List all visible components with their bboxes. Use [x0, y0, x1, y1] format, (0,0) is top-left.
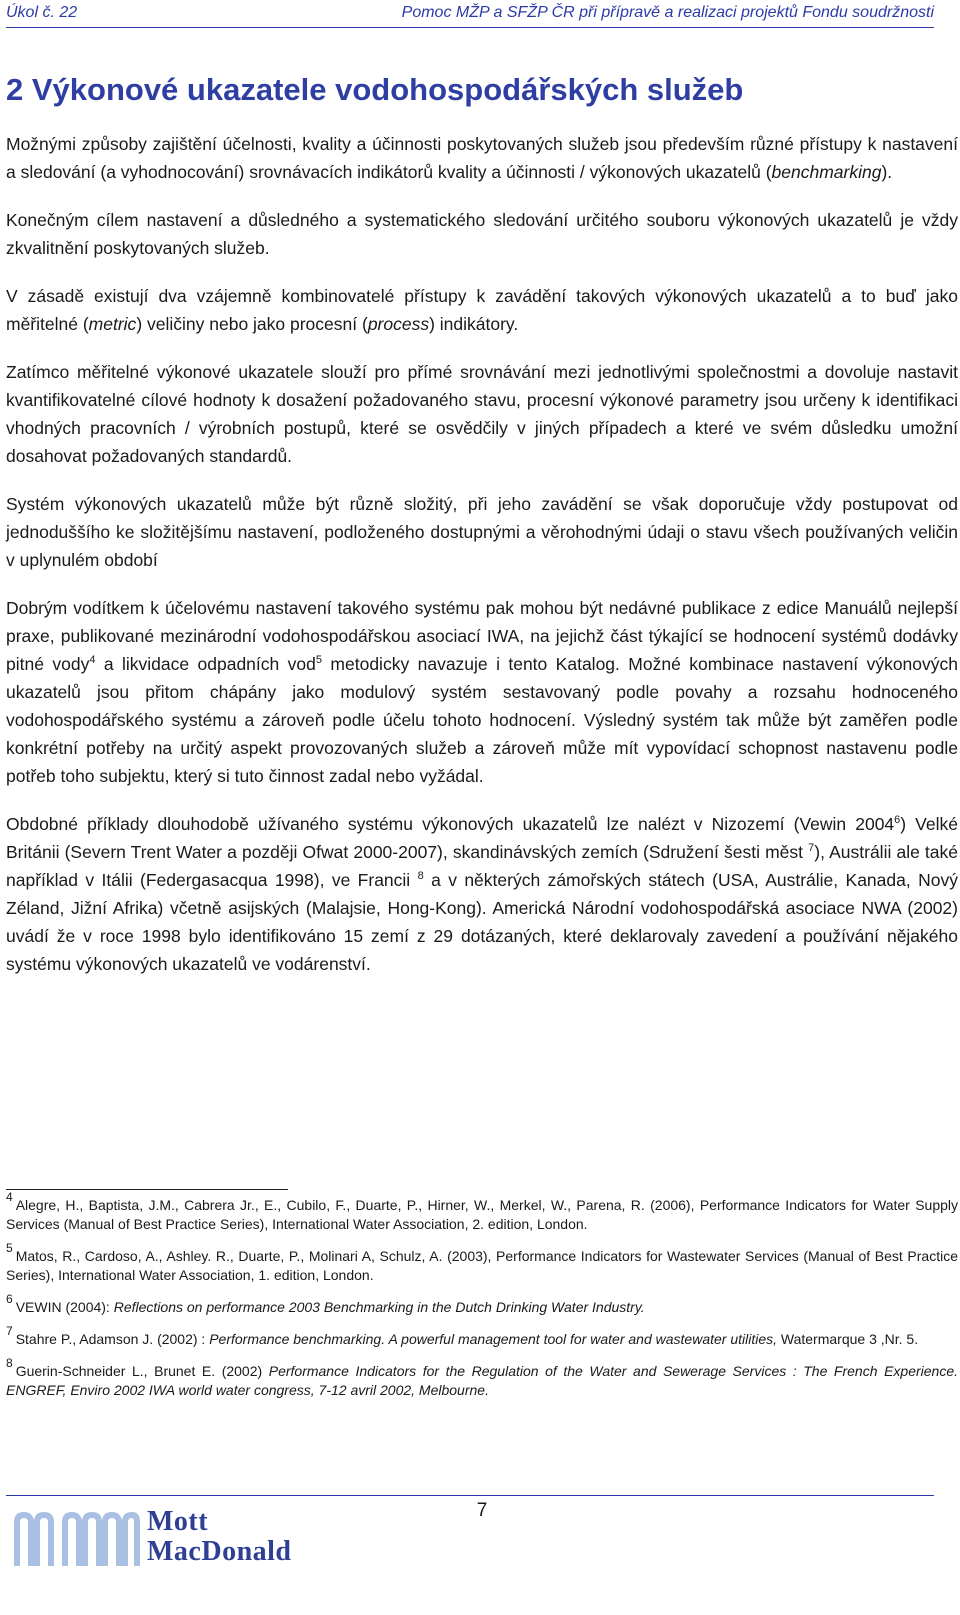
header-rule — [6, 27, 934, 28]
paragraph-1: Možnými způsoby zajištění účelnosti, kvality a účinnosti poskytovaných služeb jsou především různé přístupy k nastavení a sledování (a vyhodnocování) srovnávacích indikátorů kvality a účinnosti / výkonových ukazatelů (benchmarking). — [6, 134, 958, 182]
paragraph-5: Systém výkonových ukazatelů může být různě složitý, při jeho zavádění se však doporučuje vždy postupovat od jednoduššího ke složitějšímu nastavení, podloženého dostupnými a věrohodnými údaji o stavu všech používaných veličin v uplynulém období — [6, 494, 958, 570]
footnote-separator — [6, 1189, 288, 1190]
footnote-5: $^5$ Matos, R., Cardoso, A., Ashley. R., Duarte, P., Molinari A, Schulz, A. (2003), Performance Indicators for Wastewater Services (Manual of Best Practice Series), International Water Association, 1. edition, London. — [6, 1241, 958, 1283]
header-task-label: Úkol č. 22 — [6, 4, 78, 21]
page-header — [6, 2, 934, 28]
footnote-6: $^6$ VEWIN (2004): Reflections on performance 2003 Benchmarking in the Dutch Drinking Water Industry. — [6, 1292, 645, 1315]
footnote-8: $^8$ Guerin-Schneider L., Brunet E. (2002) Performance Indicators for the Regulation of the Water and Sewerage Services : The French Experience. ENGREF, Enviro 2002 IWA world water congress, 7-12 avril 2002, Melbourne. — [6, 1356, 958, 1398]
paragraph-4: Zatímco měřitelné výkonové ukazatele slouží pro přímé srovnávání mezi jednotlivými společnostmi a dovoluje nastavit kvantifikovatelné cílové hodnoty k dosažení požadovaného stavu, procesní výkonové parametry jsou určeny k identifikaci vhodných pracovních / výrobních postupů, které se osvědčily v jiných případech a které ve svém důsledku umožní dosahovat požadovaných standardů. — [6, 362, 958, 466]
footnotes — [6, 1190, 958, 1413]
footer-rule — [6, 1495, 934, 1496]
mott-macdonald-logo — [12, 1508, 312, 1568]
logo-text-macdonald: MacDonald — [147, 1536, 292, 1567]
page-number: 7 — [476, 1500, 488, 1521]
section-heading: 2 Výkonové ukazatele vodohospodářských služeb — [6, 72, 744, 107]
body-text — [6, 130, 958, 998]
footnote-ref-6[interactable]: 6 — [894, 814, 901, 826]
header-project-title: Pomoc MŽP a SFŽP ČR při přípravě a realizaci projektů Fondu soudržnosti — [401, 4, 934, 21]
footnote-ref-4[interactable]: 4 — [89, 654, 96, 666]
footnote-ref-7[interactable]: 7 — [808, 842, 815, 854]
footnote-4: $^4$ Alegre, H., Baptista, J.M., Cabrera Jr., E., Cubilo, F., Duarte, P., Hirner, W., Merkel, W., Parena, R. (2006), Performance Indicators for Water Supply Services (Manual of Best Practice Series), International Water Association, 2. edition, London. — [6, 1190, 958, 1232]
footnote-7: $^7$ Stahre P., Adamson J. (2002) : Performance benchmarking. A powerful management tool for water and wastewater utilities, Watermarque 3 ,Nr. 5. — [6, 1324, 919, 1347]
footnote-ref-5[interactable]: 5 — [315, 654, 323, 666]
paragraph-2: Konečným cílem nastavení a důsledného a systematického sledování určitého souboru výkonových ukazatelů je vždy zkvalitnění poskytovaných služeb. — [6, 210, 958, 258]
footnote-ref-8[interactable]: 8 — [417, 870, 424, 882]
paragraph-7: Obdobné příklady dlouhodobě užívaného systému výkonových ukazatelů lze nalézt v Nizozemí (Vewin 2004$^6$) Velké Británii (Severn Trent Water a později Ofwat 2000-2007), skandinávských zemích (Sdružení šesti měst $^7$), Austrálii ale také například v Itálii (Federgasacqua 1998), ve Francii $^8$ a v některých zámořských státech (USA, Austrálie, Kanada, Nový Zéland, Jižní Afrika) včetně asijských (Malajsie, Hong-Kong). Americká Národní vodohospodářská asociace NWA (2002) uvádí že v roce 1998 bylo identifikováno 15 zemí z 29 dotázaných, které deklarovaly zavedení a používání nějakého systému výkonových ukazatelů ve vodárenství. — [6, 814, 959, 974]
mm-logo-icon — [12, 1508, 142, 1568]
paragraph-6: Dobrým vodítkem k účelovému nastavení takového systému pak mohou být nedávné publikace z edice Manuálů nejlepší praxe, publikované mezinárodní vodohospodářskou asociací IWA, na jejichž část týkající se hodnocení systémů dodávky pitné vody$^4$ a likvidace odpadních vod$^5$ metodicky navazuje i tento Katalog. Možné kombinace nastavení výkonových ukazatelů jsou přitom chápány jako modulový systém sestavovaný podle povahy a rozsahu hodnoceného vodohospodářského systému a zároveň podle účelu tohoto hodnocení. Výsledný systém tak může být zaměřen podle konkrétní potřeby na určitý aspekt provozovaných služeb a zároveň může mít vypovídací schopnost nastavenu podle potřeb toho subjektu, který si tuto činnost zadal nebo vyžádal. — [6, 598, 959, 786]
logo-text-mott: Mott — [147, 1506, 209, 1537]
paragraph-3: V zásadě existují dva vzájemně kombinovatelé přístupy k zavádění takových výkonových ukazatelů a to buď jako měřitelné (metric) veličiny nebo jako procesní (process) indikátory. — [6, 286, 958, 334]
